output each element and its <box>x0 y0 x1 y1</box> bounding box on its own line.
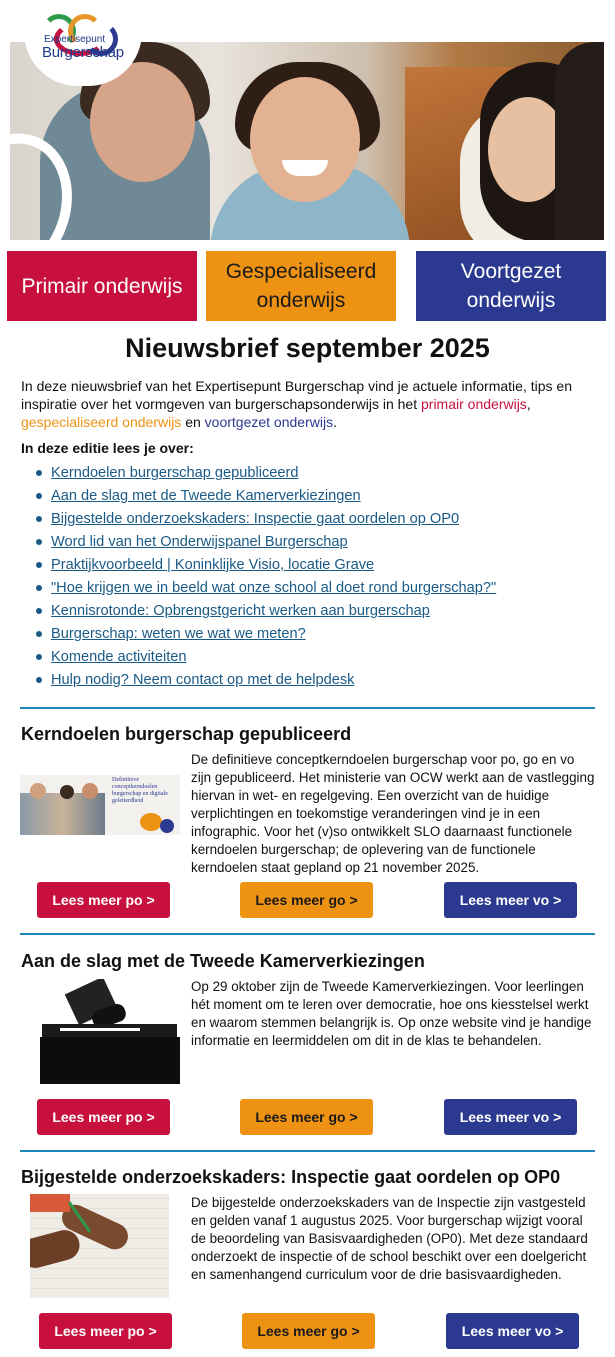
category-gespecialiseerd[interactable]: Gespecialiseerd onderwijs <box>206 251 396 321</box>
toc-item <box>36 555 596 578</box>
toc-item <box>36 624 596 647</box>
toc-link[interactable]: Aan de slag met de Tweede Kamerverkiezingen <box>51 488 361 504</box>
toc-link[interactable]: Komende activiteiten <box>51 649 187 665</box>
logo-line2: Burgerschap <box>42 44 124 61</box>
category-voortgezet[interactable]: Voortgezet onderwijs <box>416 251 606 321</box>
toc-link[interactable]: Hulp nodig? Neem contact op met de helpdesk <box>51 672 355 688</box>
read-more-go-button[interactable]: Lees meer go > <box>240 882 373 918</box>
article-heading: Aan de slag met de Tweede Kamerverkiezingen <box>21 951 425 971</box>
logo-line1: Expertisepunt <box>44 34 106 45</box>
article-image[interactable] <box>20 979 180 1084</box>
read-more-vo-button[interactable]: Lees meer vo > <box>444 1099 577 1135</box>
article-image[interactable] <box>30 1194 169 1298</box>
link-primair[interactable]: primair onderwijs <box>421 396 527 412</box>
section-divider <box>20 707 595 709</box>
toc-item <box>36 647 596 670</box>
link-voortgezet[interactable]: voortgezet onderwijs <box>204 414 334 430</box>
section-divider <box>20 933 595 935</box>
link-gespecialiseerd[interactable]: gespecialiseerd onderwijs <box>21 414 182 430</box>
article-heading: Bijgestelde onderzoekskaders: Inspectie gaat oordelen op OP0 <box>21 1167 561 1187</box>
intro-part: In deze nieuwsbrief van het Expertisepunt Burgerschap vind je actuele informatie, tips en inspiratie over het vormgeven van burgerschapsonderwijs in het <box>21 378 572 412</box>
toc-item <box>36 601 596 624</box>
section-divider <box>20 1150 595 1152</box>
article-body: De bijgestelde onderzoekskaders van de Inspectie zijn vastgesteld en gelden vanaf 1 augustus 2025. Voor burgerschap wijzigt vooral de beoordeling van Basisvaardigheden (OP0). Met deze standaard onderzoekt de inspectie of de school beschikt over een doelgericht en samenhangend curriculum voor de drie basisvaardigheden. <box>191 1195 588 1282</box>
toc-link[interactable]: Kerndoelen burgerschap gepubliceerd <box>51 465 299 481</box>
article-heading: Kerndoelen burgerschap gepubliceerd <box>21 724 352 744</box>
intro-and: en <box>181 414 205 430</box>
category-primair[interactable]: Primair onderwijs <box>7 251 197 321</box>
read-more-go-button[interactable]: Lees meer go > <box>240 1099 373 1135</box>
toc-item <box>36 463 596 486</box>
toc-link[interactable]: Word lid van het Onderwijspanel Burgerschap <box>51 534 348 550</box>
read-more-po-button[interactable]: Lees meer po > <box>37 1099 170 1135</box>
read-more-vo-button[interactable]: Lees meer vo > <box>444 882 577 918</box>
read-more-vo-button[interactable]: Lees meer vo > <box>446 1313 579 1349</box>
toc-link[interactable]: Bijgestelde onderzoekskaders: Inspectie gaat oordelen op OP0 <box>51 511 460 527</box>
toc-link[interactable]: Kennisrotonde: Opbrengstgericht werken aan burgerschap <box>51 603 430 619</box>
toc-link[interactable]: Burgerschap: weten we wat we meten? <box>51 626 306 642</box>
toc-item <box>36 509 596 532</box>
toc-list <box>36 463 596 693</box>
toc-heading: In deze editie lees je over: <box>21 440 194 456</box>
intro-sep: , <box>526 396 531 412</box>
toc-item <box>36 486 596 509</box>
toc-link[interactable]: "Hoe krijgen we in beeld wat onze school al doet rond burgerschap?" <box>51 580 497 596</box>
article-image-caption: Definitieve conceptkerndoelen burgerschap en digitale geletterdheid <box>112 777 168 804</box>
toc-item <box>36 532 596 555</box>
intro-end: . <box>333 414 337 430</box>
read-more-po-button[interactable]: Lees meer po > <box>37 882 170 918</box>
intro-text <box>21 377 596 431</box>
category-bar <box>7 251 607 321</box>
article-image[interactable] <box>20 775 180 835</box>
read-more-go-button[interactable]: Lees meer go > <box>242 1313 375 1349</box>
toc-link[interactable]: Praktijkvoorbeeld | Koninklijke Visio, locatie Grave <box>51 557 375 573</box>
toc-item <box>36 670 596 693</box>
toc-item <box>36 578 596 601</box>
read-more-po-button[interactable]: Lees meer po > <box>39 1313 172 1349</box>
page-title: Nieuwsbrief september 2025 <box>125 333 490 363</box>
article-body: Op 29 oktober zijn de Tweede Kamerverkiezingen. Voor leerlingen hét moment om te leren over democratie, hoe ons kiesstelsel werkt en waarom stemmen belangrijk is. Op onze website vind je handige informatie en leermiddelen om dit in de klas te behandelen. <box>191 979 592 1048</box>
article-body: De definitieve conceptkerndoelen burgerschap voor po, go en vo zijn gepubliceerd. Het ministerie van OCW werkt aan de vastlegging hiervan in wet- en regelgeving. Een overzicht van de huidige verplichtingen en toekomstige veranderingen vind je in een infographic. Voor het (v)so ontwikkelt SLO daarnaast functionele kerndoelen burgerschap; de oplevering van de functionele kerndoelen staat gepland op 21 november 2025. <box>191 752 595 875</box>
